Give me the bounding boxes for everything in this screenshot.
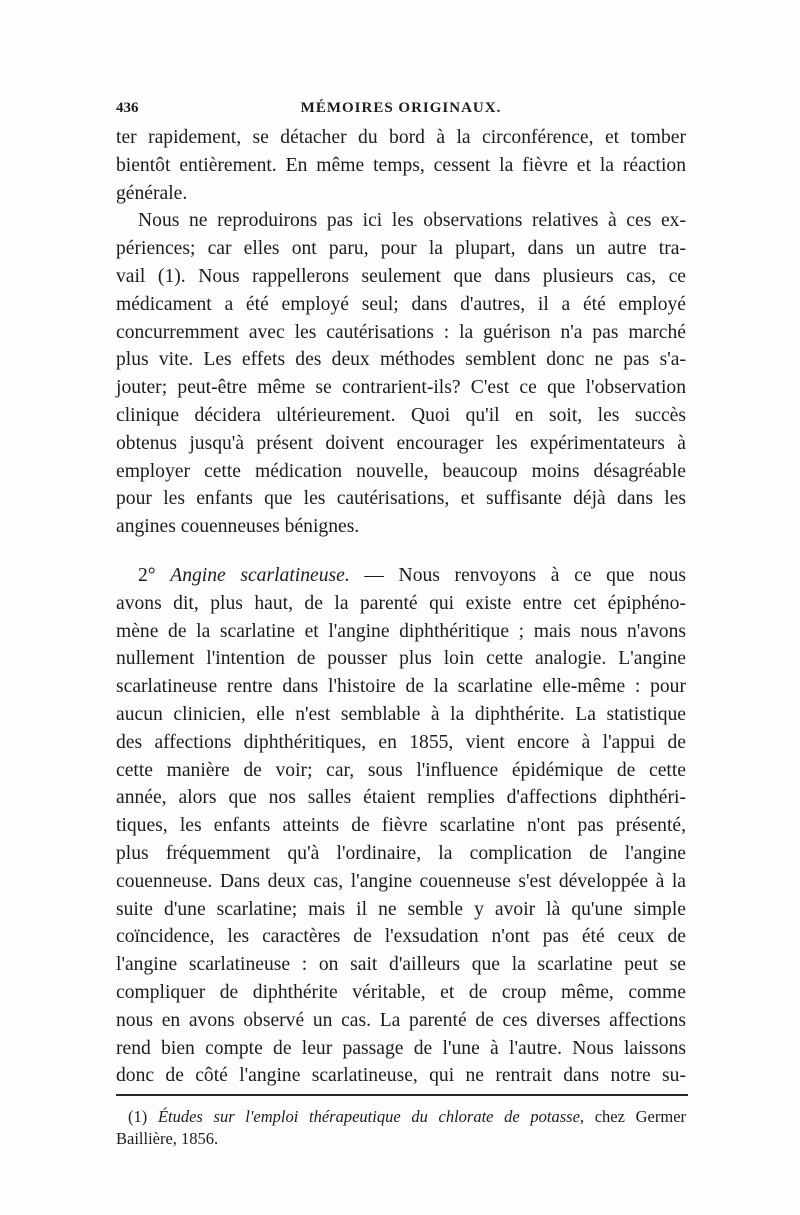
text-line: l'angine scarlatineuse : on sait d'ailleurs que la scarlatine peut se [116, 954, 686, 976]
text-line: couenneuse. Dans deux cas, l'angine couenneuse s'est développée à la [116, 870, 686, 892]
footnote-text: chez Germer [584, 1107, 687, 1126]
footnote-divider [116, 1094, 688, 1096]
paragraph-2 [116, 207, 686, 541]
text-line: année, alors que nos salles étaient remplies d'affections diphthéri- [116, 787, 686, 809]
section-title: Angine scarlatineuse. [170, 564, 350, 586]
text-line: angines couenneuses bénignes. [116, 516, 360, 538]
footnote-title: Études sur l'emploi thérapeutique du chlorate de potasse, [157, 1107, 585, 1126]
text-line: jouter; peut-être même se contrarient-ils? C'est ce que l'observation [116, 377, 686, 399]
paragraph-1 [116, 124, 686, 207]
text-line: périences; car elles ont paru, pour la plupart, dans un autre tra- [116, 238, 686, 260]
text-line: nous en avons observé un cas. La parenté de ces diverses affections [116, 1009, 686, 1031]
text-line: pour les enfants que les cautérisations, et suffisante déjà dans les [116, 488, 686, 510]
footnote-line [116, 1106, 686, 1128]
section-heading-line [116, 562, 686, 590]
footnote-line: Baillière, 1856. [116, 1129, 219, 1148]
text-line: clinique décidera ultérieurement. Quoi qu'il en soit, les succès [116, 404, 686, 426]
text-line: concurremment avec les cautérisations : la guérison n'a pas marché [116, 321, 686, 343]
text-line: des affections diphthéritiques, en 1855, vient encore à l'appui de [116, 731, 686, 753]
text-line: ter rapidement, se détacher du bord à la circonférence, et tomber [116, 127, 686, 148]
text-line: Nous ne reproduirons pas ici les observations relatives à ces ex- [138, 210, 686, 232]
paragraph-gap [116, 541, 686, 562]
footnote-marker: (1) [128, 1107, 148, 1126]
text-line: rend bien compte de leur passage de l'une à l'autre. Nous laissons [116, 1037, 686, 1059]
paragraph-3 [116, 562, 686, 1090]
text-line: cette manière de voir; car, sous l'influence épidémique de cette [116, 759, 686, 781]
text-line: bientôt entièrement. En même temps, cessent la fièvre et la réaction [116, 154, 686, 176]
text-line: tiques, les enfants atteints de fièvre scarlatine n'ont pas présenté, [116, 815, 686, 837]
text-line: avons dit, plus haut, de la parenté qui existe entre cet épiphéno- [116, 592, 686, 614]
body-text [116, 124, 686, 1090]
running-title: MÉMOIRES ORIGINAUX. [300, 100, 502, 116]
page-header [116, 100, 686, 126]
text-line: scarlatineuse rentre dans l'histoire de la scarlatine elle-même : pour [116, 676, 686, 698]
text-line: aucun clinicien, elle n'est semblable à la diphthérite. La statistique [116, 703, 686, 725]
text-line: donc de côté l'angine scarlatineuse, qui ne rentrait dans notre su- [116, 1065, 686, 1087]
text-line: mène de la scarlatine et l'angine diphthéritique ; mais nous n'avons [116, 620, 686, 642]
text-line: coïncidence, les caractères de l'exsudation n'ont pas été ceux de [116, 926, 686, 948]
text-line: plus vite. Les effets des deux méthodes semblent donc ne pas s'a- [116, 349, 686, 371]
text-line: obtenus jusqu'à présent doivent encourager les expérimentateurs à [116, 432, 686, 454]
text-line: plus fréquemment qu'à l'ordinaire, la complication de l'angine [116, 842, 686, 864]
text-line: nullement l'intention de pousser plus loin cette analogie. L'angine [116, 648, 686, 670]
text-line: employer cette médication nouvelle, beaucoup moins désagréable [116, 460, 686, 482]
page-number: 436 [116, 100, 139, 116]
footnote [116, 1106, 686, 1150]
text-line: compliquer de diphthérite véritable, et de croup même, comme [116, 981, 686, 1003]
text-line: médicament a été employé seul; dans d'autres, il a été employé [116, 293, 686, 315]
text-line: vail (1). Nous rappellerons seulement que dans plusieurs cas, ce [116, 265, 686, 287]
text-fragment: — Nous renvoyons à ce que nous [349, 564, 686, 586]
section-number: 2° [138, 564, 156, 586]
text-line: générale. [116, 182, 188, 204]
text-line: suite d'une scarlatine; mais il ne semble y avoir là qu'une simple [116, 898, 686, 920]
